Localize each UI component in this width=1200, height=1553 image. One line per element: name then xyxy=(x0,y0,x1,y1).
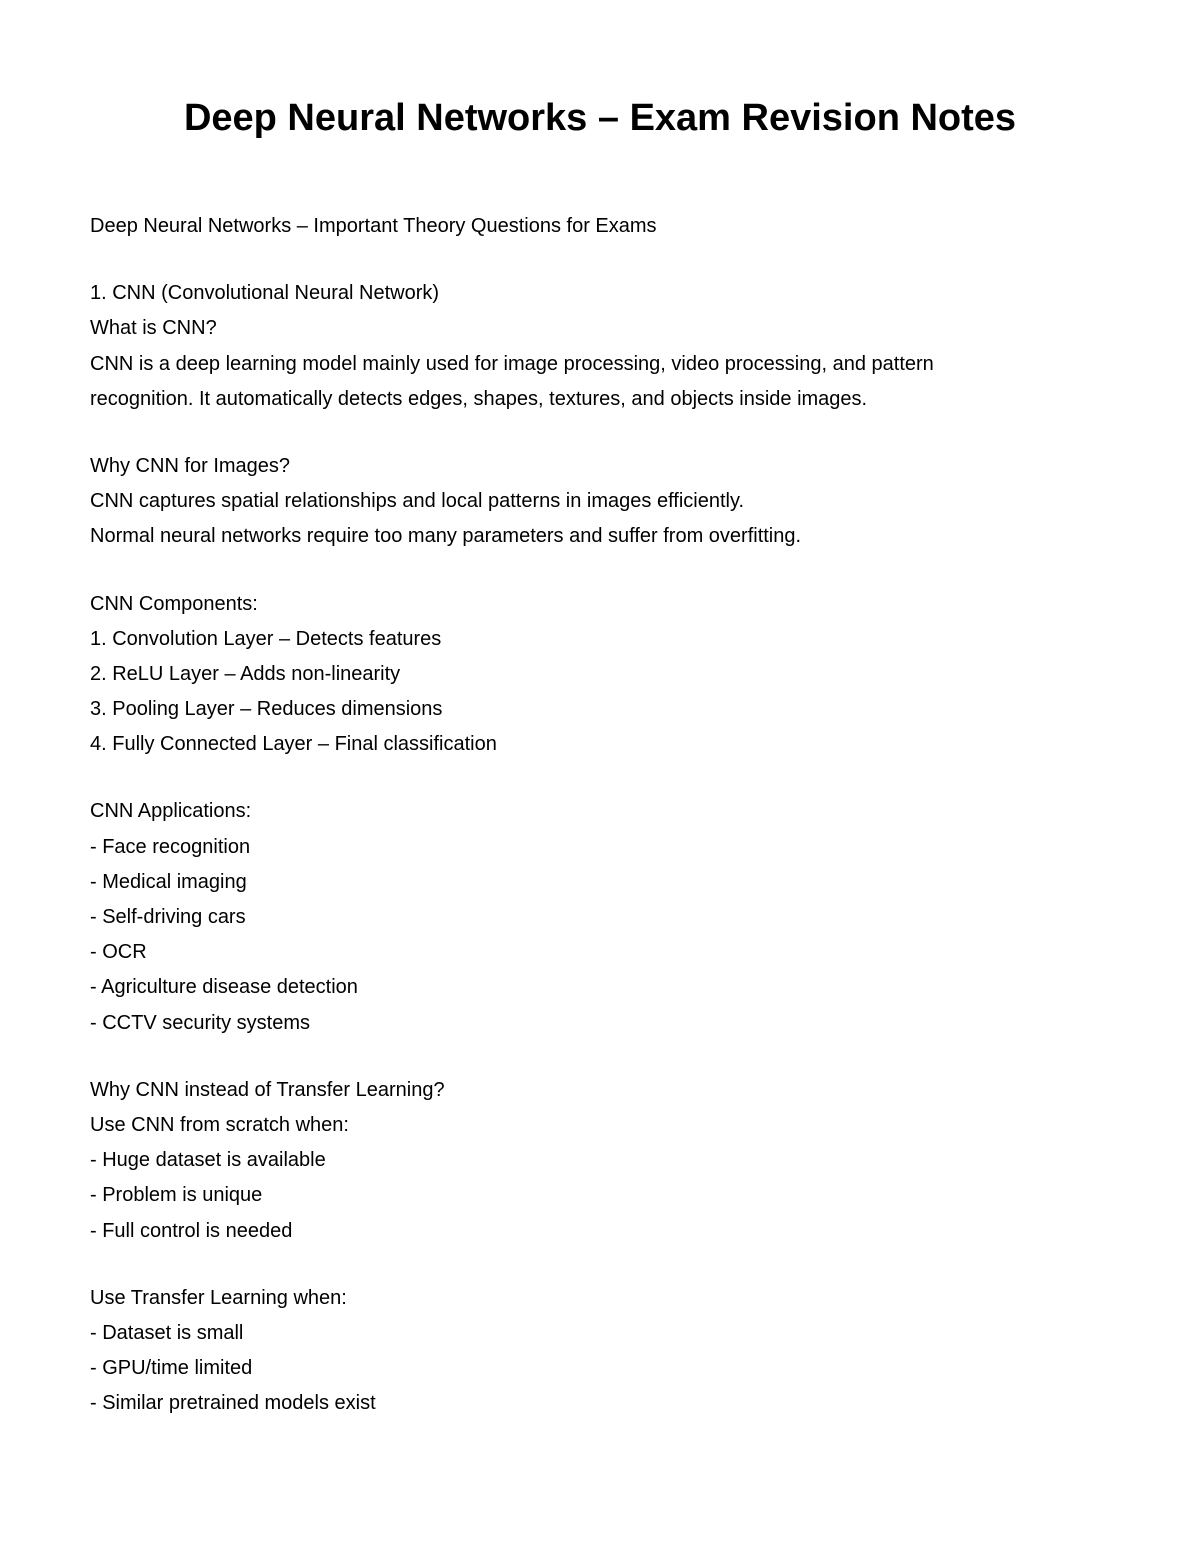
question-why-cnn-images: Why CNN for Images? xyxy=(90,454,291,477)
document-title: Deep Neural Networks – Exam Revision Notes xyxy=(183,97,1017,139)
list-item: - CCTV security systems xyxy=(90,1011,311,1034)
answer-line: CNN is a deep learning model mainly used for image processing, video processing, and pattern xyxy=(90,352,934,375)
transfer-heading: Use Transfer Learning when: xyxy=(90,1286,347,1309)
paragraph-spacer xyxy=(90,1249,1120,1281)
list-item: - GPU/time limited xyxy=(90,1357,253,1380)
list-item: - OCR xyxy=(90,941,147,964)
answer-line: recognition. It automatically detects edges, shapes, textures, and objects inside images. xyxy=(90,387,868,410)
list-item: - Face recognition xyxy=(90,835,251,858)
list-item: 4. Fully Connected Layer – Final classification xyxy=(90,733,497,756)
list-item: - Huge dataset is available xyxy=(90,1149,326,1172)
scratch-heading: Use CNN from scratch when: xyxy=(90,1113,349,1136)
list-item: 2. ReLU Layer – Adds non-linearity xyxy=(90,662,401,685)
list-item: - Full control is needed xyxy=(90,1219,293,1242)
document-body xyxy=(90,209,1120,1421)
components-heading: CNN Components: xyxy=(90,592,258,615)
list-item: 3. Pooling Layer – Reduces dimensions xyxy=(90,698,443,721)
paragraph-spacer xyxy=(90,762,1120,794)
question-what-is-cnn: What is CNN? xyxy=(90,317,217,340)
question-cnn-vs-transfer: Why CNN instead of Transfer Learning? xyxy=(90,1078,445,1101)
list-item: - Self-driving cars xyxy=(90,906,246,928)
paragraph-spacer xyxy=(90,244,1120,276)
answer-line: CNN captures spatial relationships and local patterns in images efficiently. xyxy=(90,490,745,513)
list-item: - Agriculture disease detection xyxy=(90,976,358,999)
list-item: - Medical imaging xyxy=(90,870,247,893)
paragraph-spacer xyxy=(90,1041,1120,1073)
document-subtitle: Deep Neural Networks – Important Theory Questions for Exams xyxy=(90,215,657,237)
list-item: 1. Convolution Layer – Detects features xyxy=(90,627,442,650)
section-heading-cnn: 1. CNN (Convolutional Neural Network) xyxy=(90,282,440,305)
list-item: - Dataset is small xyxy=(90,1321,244,1344)
paragraph-spacer xyxy=(90,555,1120,587)
list-item: - Problem is unique xyxy=(90,1184,263,1207)
applications-heading: CNN Applications: xyxy=(90,800,252,823)
paragraph-spacer xyxy=(90,417,1120,449)
answer-line: Normal neural networks require too many parameters and suffer from overfitting. xyxy=(90,525,802,548)
list-item: - Similar pretrained models exist xyxy=(90,1392,376,1415)
